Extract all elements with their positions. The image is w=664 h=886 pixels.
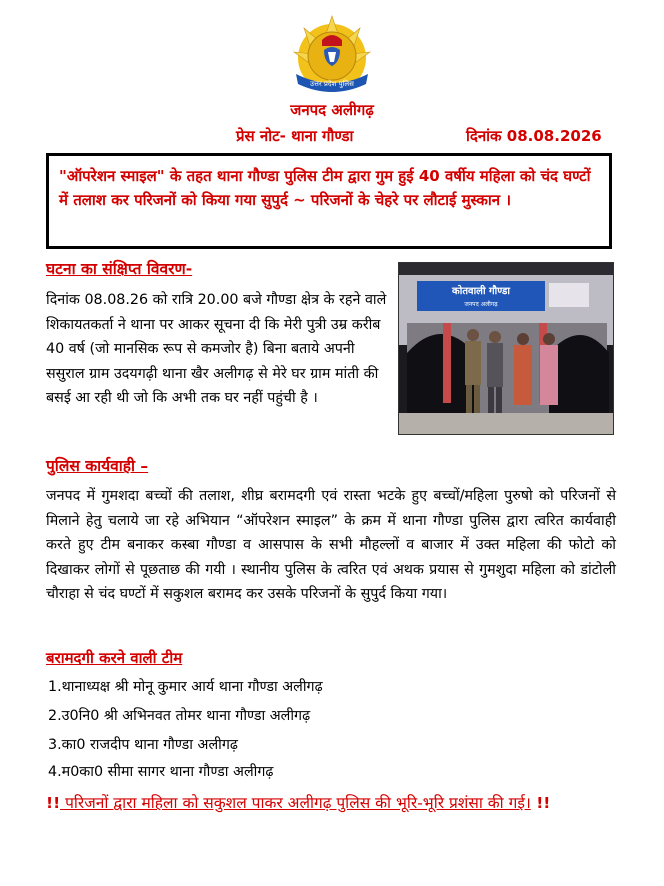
police-action-description: जनपद में गुमशदा बच्चों की तलाश, शीघ्र बरामदगी एवं रास्ता भटके हुए बच्चों/महिला पुरुषो को परिजनों से मिलाने हेतु चलाये जा रहे अभियान “ऑपरेशन स्माइल” के क्रम में थाना गौण्डा पुलिस द्वारा त्वरित कार्यवाही करते हुए टीम बनाकर कस्बा गौण्डा व आसपास के सभी मौहल्लों व बाजार में उक्त महिला की फोटो को दिखाकर लोगों से पूछताछ की गयी । स्थानीय पुलिस के त्वरित एवं अथक प्रयास से गुमशुदा महिला को डांटोली चौराहा से चंद घण्टों में सकुशल बरामद कर उसके परिजनों के सुपुर्द किया गया। (46, 488, 616, 602)
headline: "ऑपरेशन स्माइल" के तहत थाना गौण्डा पुलिस टीम द्वारा गुम हुई 40 वर्षीय महिला को चंद घण्टों में तलाश कर परिजनों को किया गया सुपुर्द ~ परिजनों के चेहरे पर लौटाई मुस्कान । (59, 167, 591, 209)
closing-text: परिजनों द्वारा महिला को सकुशल पाकर अलीगढ़ पुलिस की भूरि-भूरि प्रशंसा की गई। (60, 794, 531, 812)
closing-suffix: !! (530, 794, 551, 812)
police-station-photo (398, 262, 614, 435)
press-note-date: दिनांक 08.08.2026 (466, 127, 602, 145)
photo-sign-text: कोतवाली गौण्डा (452, 286, 510, 297)
photo-sign-subtext: जनपद अलीगढ़ (464, 301, 498, 308)
district-title: जनपद अलीगढ़ (290, 101, 374, 119)
team-member: 2.उ0नि0 श्री अभिनवत तोमर थाना गौण्डा अलीगढ़ (48, 708, 311, 724)
team-member: 3.का0 राजदीप थाना गौण्डा अलीगढ़ (48, 737, 238, 753)
team-member: 4.म0का0 सीमा सागर थाना गौण्डा अलीगढ़ (48, 764, 274, 780)
team-section-title: बरामदगी करने वाली टीम (46, 649, 183, 667)
team-member: 1.थानाध्यक्ष श्री मोनू कुमार आर्य थाना गौण्डा अलीगढ़ (48, 679, 323, 695)
up-police-emblem-icon (284, 6, 380, 98)
incident-section-title: घटना का संक्षिप्त विवरण- (46, 260, 193, 278)
closing-prefix: !! (46, 794, 61, 812)
closing-statement (46, 790, 616, 816)
headline-box (46, 153, 612, 249)
incident-description: दिनांक 08.08.26 को रात्रि 20.00 बजे गौण्डा क्षेत्र के रहने वाले शिकायतकर्ता ने थाना पर आकर सूचना दी कि मेरी पुत्री उम्र करीब 40 वर्ष (जो मानसिक रूप से कमजोर है) बिना बताये अपनी ससुराल ग्राम उदयगढ़ी थाना खैर अलीगढ़ से मेरे घर ग्राम मांती की बसई आ रही थी जो कि अभी तक घर नहीं पहुंची है । (46, 292, 387, 406)
emblem-ribbon-text: उत्तर प्रदेश पुलिस (310, 80, 354, 88)
press-note-title: प्रेस नोट- थाना गौण्डा (236, 127, 354, 145)
police-action-section-title: पुलिस कार्यवाही – (46, 457, 149, 475)
